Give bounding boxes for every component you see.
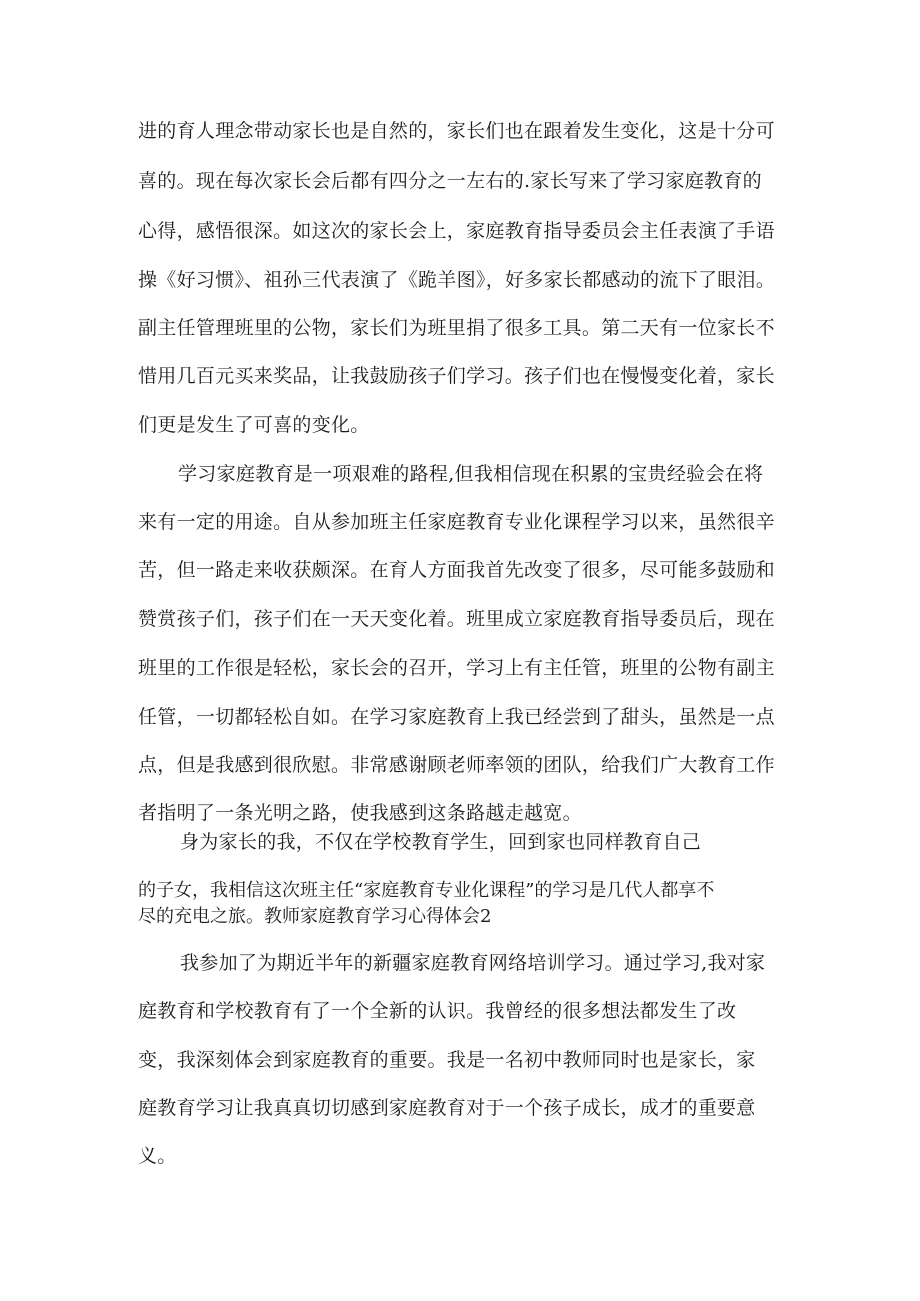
text-line: 任管，一切都轻松自如。在学习家庭教育上我已经尝到了甜头，虽然是一点 <box>138 706 775 728</box>
text-line: 的子女，我相信这次班主任“家庭教育专业化课程”的学习是几代人都享不 <box>138 880 715 901</box>
text-line: 来有一定的用途。自从参加班主任家庭教育专业化课程学习以来，虽然很辛 <box>138 511 775 533</box>
paragraph-first-line: 学习家庭教育是一项艰难的路程,但我相信现在积累的宝贵经验会在将 <box>178 463 764 485</box>
text-line: 赞赏孩子们，孩子们在一天天变化着。班里成立家庭教育指导委员后，现在 <box>138 608 775 630</box>
paragraph-first-line: 身为家长的我，不仅在学校教育学生，回到家也同样教育自己 <box>180 831 702 853</box>
text-line: 们更是发生了可喜的变化。 <box>138 414 370 436</box>
text-line: 者指明了一条光明之路，使我感到这条路越走越宽。 <box>138 802 582 824</box>
text-line: 喜的。现在每次家长会后都有四分之一左右的.家长写来了学习家庭教育的 <box>138 170 762 192</box>
text-line: 副主任管理班里的公物，家长们为班里捐了很多工具。第二天有一位家长不 <box>138 317 775 339</box>
text-line: 心得，感悟很深。如这次的家长会上，家庭教育指导委员会主任表演了手语 <box>138 220 775 242</box>
text-line: 班里的工作很是轻松，家长会的召开，学习上有主任管，班里的公物有副主 <box>138 657 775 679</box>
text-line: 义。 <box>138 1145 177 1167</box>
text-line-with-heading: 尽的充电之旅。教师家庭教育学习心得体会2 <box>138 906 492 927</box>
text-line: 操《好习惯》、祖孙三代表演了《跪羊图》，好多家长都感动的流下了眼泪。 <box>138 269 776 291</box>
text-line: 变，我深刻体会到家庭教育的重要。我是一名初中教师同时也是家长，家 <box>138 1049 756 1071</box>
text-line: 进的育人理念带动家长也是自然的，家长们也在跟着发生变化，这是十分可 <box>138 120 775 142</box>
text-line: 苦，但一路走来收获颇深。在育人方面我首先改变了很多，尽可能多鼓励和 <box>138 559 775 581</box>
text-line: 庭教育和学校教育有了一个全新的认识。我曾经的很多想法都发生了改 <box>138 1000 737 1022</box>
text-line: 庭教育学习让我真真切切感到家庭教育对于一个孩子成长，成才的重要意 <box>138 1097 756 1119</box>
paragraph-first-line: 我参加了为期近半年的新疆家庭教育网络培训学习。通过学习,我对家 <box>180 952 766 974</box>
text-line: 惜用几百元买来奖品，让我鼓励孩子们学习。孩子们也在慢慢变化着，家长 <box>138 365 775 387</box>
text-line: 点，但是我感到很欣慰。非常感谢顾老师率领的团队，给我们广大教育工作 <box>138 754 775 776</box>
